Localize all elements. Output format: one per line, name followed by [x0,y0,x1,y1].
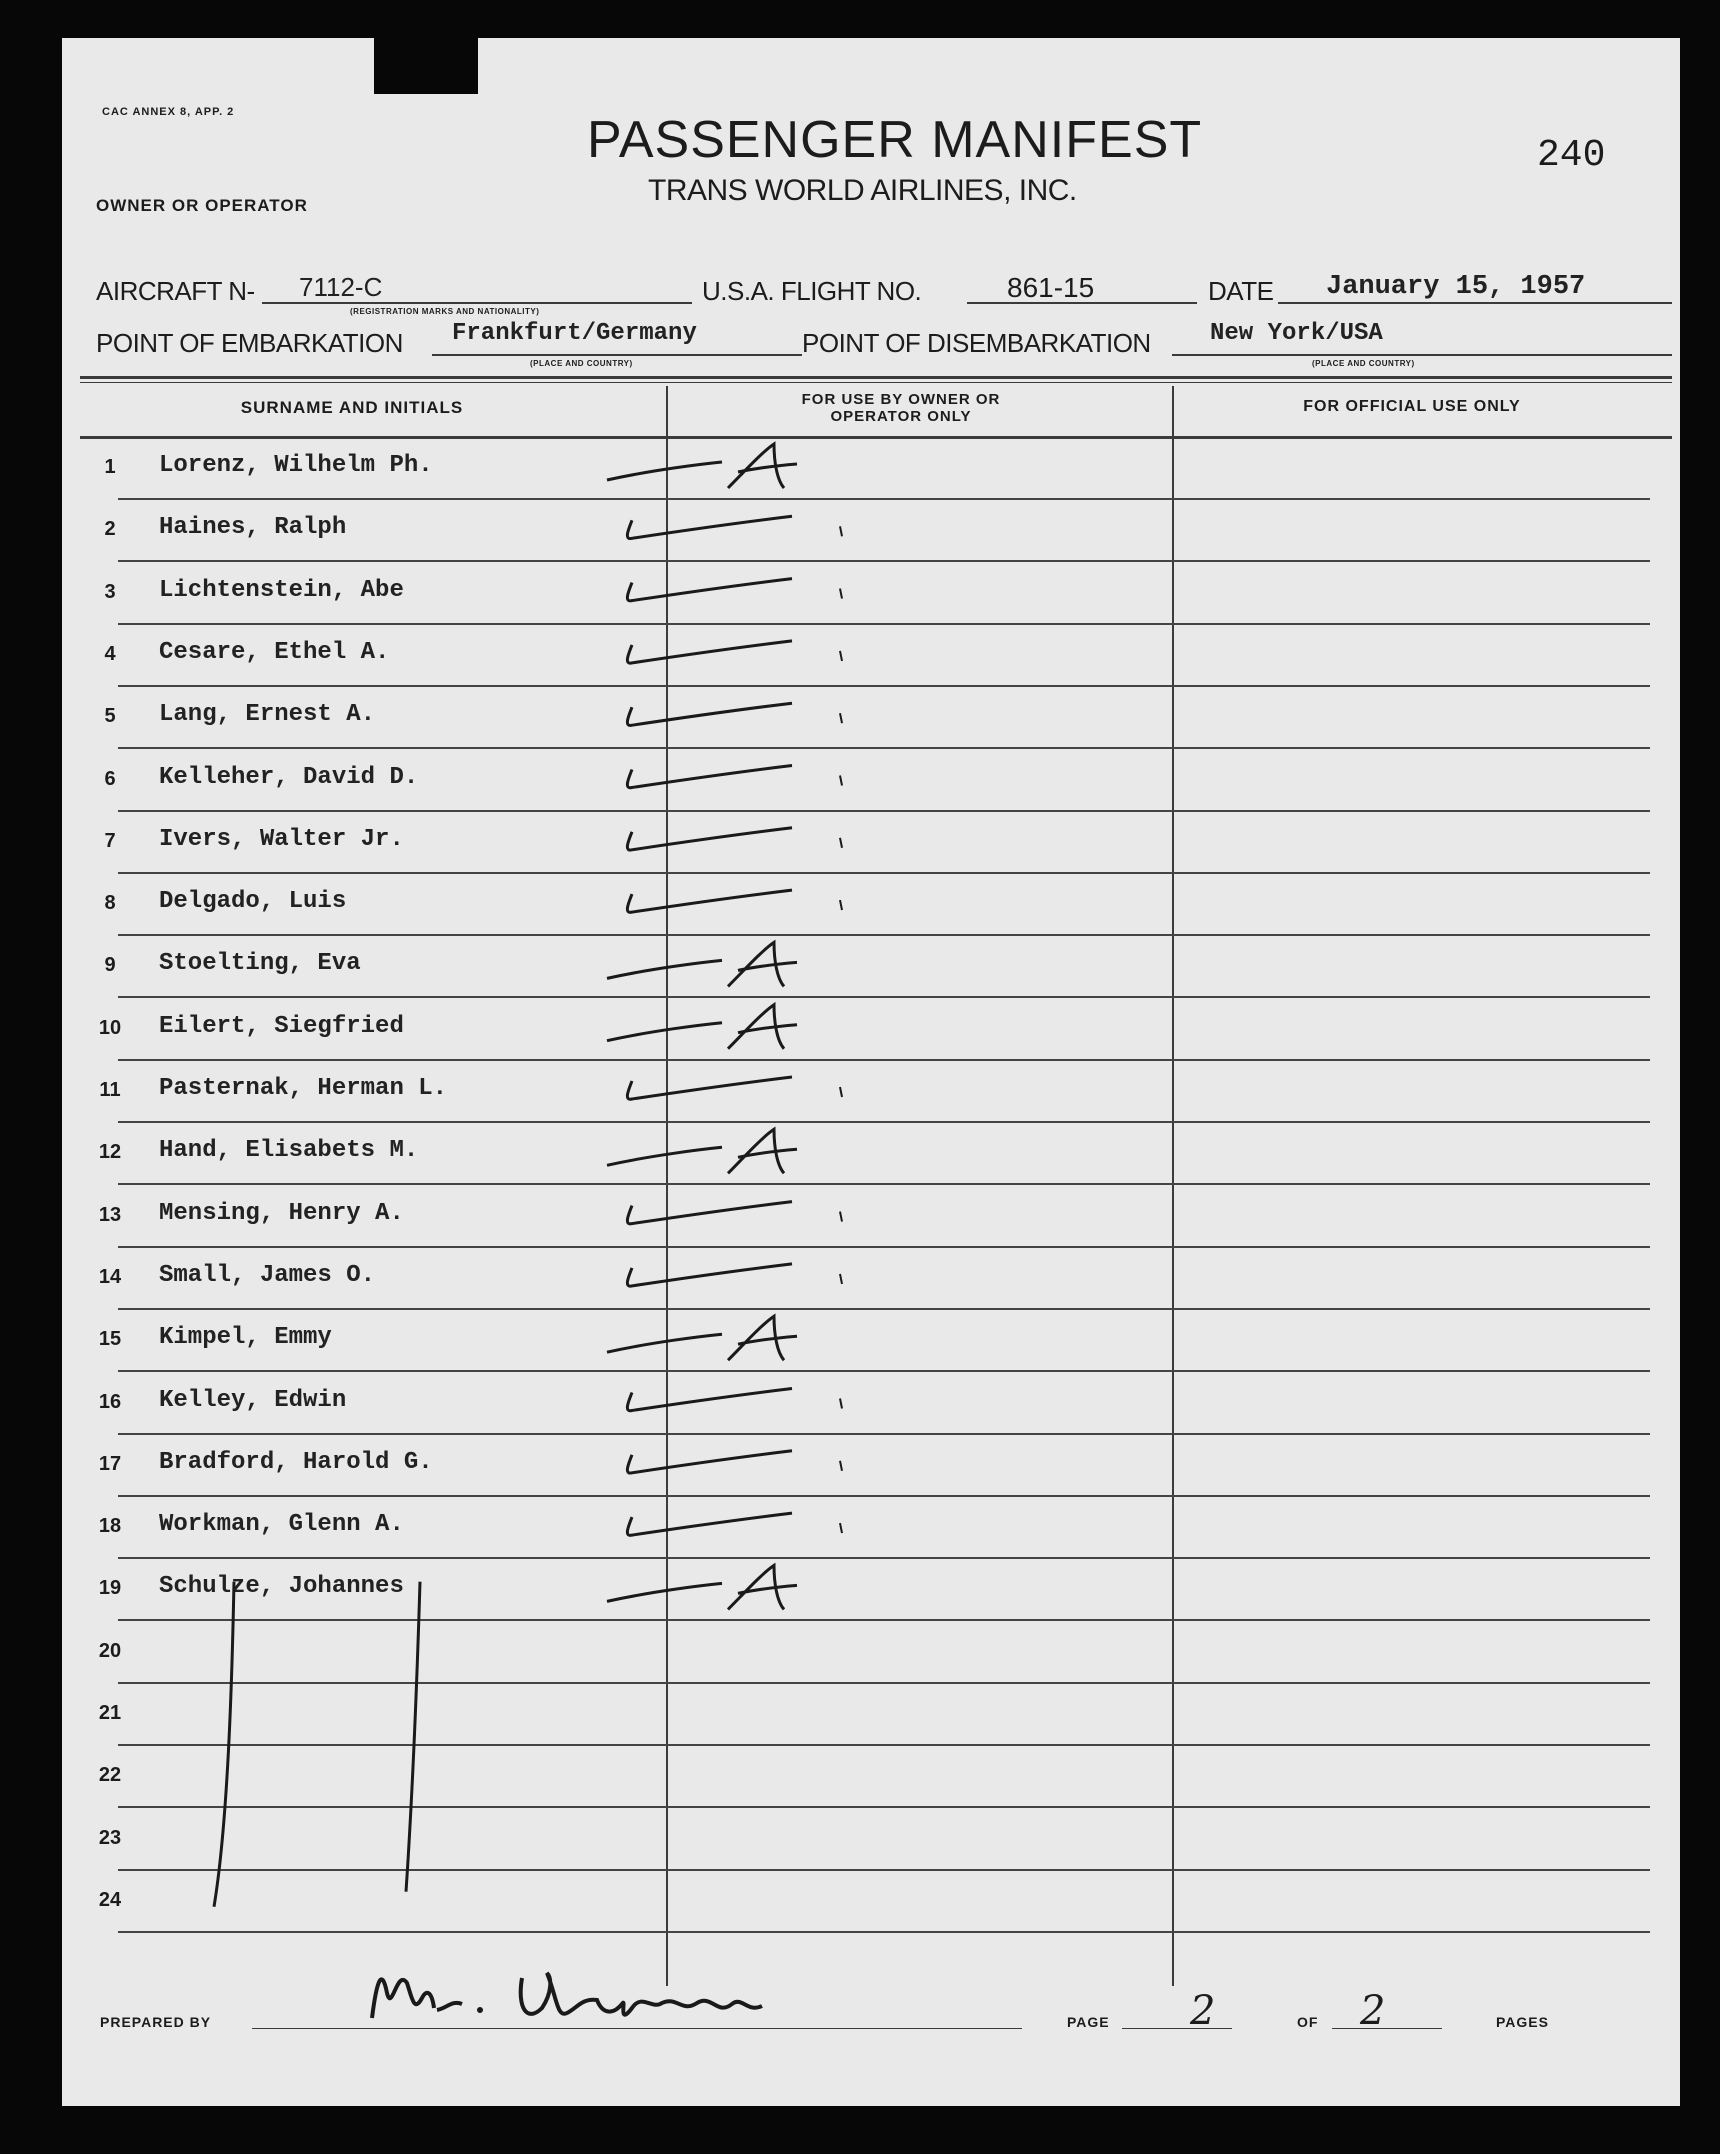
passenger-name: Delgado, Luis [159,888,347,916]
aircraft-value: 7112-C [299,272,383,302]
letter-a-mark-icon [607,1565,797,1609]
row-number: 1 [104,456,116,478]
tick-mark-icon [840,651,842,661]
page-number-stamp: 240 [1537,134,1606,177]
col-header-official: FOR OFFICIAL USE ONLY [1303,398,1521,415]
prepared-label: PREPARED BY [100,2014,212,2030]
row-number: 16 [98,1390,122,1413]
passenger-name: Stoelting, Eva [159,950,361,978]
passenger-name: Lorenz, Wilhelm Ph. [159,452,433,479]
row-number: 15 [98,1328,122,1351]
row-number: 12 [98,1141,122,1164]
tick-mark-icon [840,1274,842,1284]
check-mark-icon [627,1077,792,1099]
passenger-name: Pasternak, Herman L. [159,1075,448,1102]
page-value: 2 [1190,1988,1216,2034]
row-number: 8 [104,892,116,915]
row-number: 13 [98,1203,122,1226]
page-title: PASSENGER MANIFEST [587,111,1203,169]
registration-note: (REGISTRATION MARKS AND NATIONALITY) [350,307,540,316]
strike-line-icon [214,1582,234,1907]
flight-label: U.S.A. FLIGHT NO. [702,276,922,306]
passenger-name: Haines, Ralph [159,514,347,542]
col-header-surname: SURNAME AND INITIALS [240,398,464,417]
handwritten-signature [352,1938,952,2038]
letter-a-mark-icon [607,1005,797,1049]
passenger-name: Ivers, Walter Jr. [159,825,404,853]
disembark-place-note: (PLACE AND COUNTRY) [1312,359,1415,368]
tick-mark-icon [840,776,842,786]
tick-mark-icon [840,1212,842,1222]
check-mark-icon [627,1389,792,1411]
passenger-name: Hand, Elisabets M. [159,1137,419,1165]
tick-mark-icon [840,1087,842,1097]
form-code: CAC ANNEX 8, APP. 2 [102,106,235,118]
passenger-name: Workman, Glenn A. [159,1511,404,1539]
tick-mark-icon [840,1523,842,1533]
row-number: 9 [104,954,116,977]
check-mark-icon [627,516,792,538]
row-number: 11 [99,1079,121,1101]
letter-a-mark-icon [607,1316,797,1360]
row-number: 4 [104,642,116,665]
tick-mark-icon [840,838,842,848]
handwritten-marks [62,38,1680,2106]
check-mark-icon [627,641,792,663]
passenger-name: Mensing, Henry A. [159,1199,404,1227]
embark-label: POINT OF EMBARKATION [96,328,403,358]
check-mark-icon [627,703,792,725]
check-mark-icon [627,828,792,850]
row-number: 10 [98,1016,122,1039]
aircraft-label: AIRCRAFT N- [96,276,255,306]
passenger-name: Small, James O. [159,1261,376,1289]
passenger-name: Cesare, Ethel A. [159,638,390,666]
passenger-name: Kelleher, David D. [159,763,419,791]
row-number: 17 [98,1452,122,1475]
passenger-name: Kelley, Edwin [159,1386,347,1414]
check-mark-icon [627,1202,792,1224]
passenger-name: Bradford, Harold G. [159,1448,433,1476]
tick-mark-icon [840,589,842,599]
strike-line-icon [406,1582,420,1892]
date-value: January 15, 1957 [1326,272,1586,302]
check-mark-icon [627,766,792,788]
col-header-owner: FOR USE BY OWNER OR OPERATOR ONLY [801,391,1001,425]
page-label: PAGE [1067,2014,1110,2030]
letter-a-mark-icon [607,942,797,986]
row-number: 24 [98,1888,122,1911]
tick-mark-icon [840,1461,842,1471]
check-mark-icon [627,890,792,912]
of-value: 2 [1360,1988,1386,2034]
row-number: 18 [98,1515,122,1538]
embark-value: Frankfurt/Germany [452,320,697,347]
row-number: 23 [98,1826,122,1849]
passenger-name: Schulze, Johannes [159,1573,404,1601]
row-number: 14 [98,1265,122,1288]
check-mark-icon [627,1451,792,1473]
tick-mark-icon [840,900,842,910]
passenger-name: Kimpel, Emmy [159,1324,332,1352]
row-number: 21 [98,1702,122,1724]
embark-place-note: (PLACE AND COUNTRY) [530,359,633,368]
date-label: DATE [1208,276,1274,306]
passenger-name: Eilert, Siegfried [159,1012,404,1040]
passenger-name: Lang, Ernest A. [159,701,376,729]
tick-mark-icon [840,526,842,536]
check-mark-icon [627,1264,792,1286]
flight-value: 861-15 [1007,272,1095,303]
row-number: 7 [104,829,116,852]
disembark-value: New York/USA [1210,320,1383,347]
row-number: 6 [104,767,116,790]
row-number: 5 [104,705,116,728]
airline-name: TRANS WORLD AIRLINES, INC. [648,174,1077,207]
letter-a-mark-icon [607,444,797,488]
check-mark-icon [627,1513,792,1535]
pages-label: PAGES [1496,2014,1549,2030]
check-mark-icon [627,579,792,601]
owner-label: OWNER OR OPERATOR [96,196,308,215]
of-label: OF [1297,2014,1319,2030]
manifest-sheet [62,38,1680,2106]
row-number: 20 [98,1639,122,1662]
letter-a-mark-icon [607,1129,797,1173]
tick-mark-icon [840,1399,842,1409]
row-number: 22 [98,1764,122,1787]
passenger-name: Lichtenstein, Abe [159,576,404,604]
row-number: 2 [104,518,116,541]
disembark-label: POINT OF DISEMBARKATION [802,328,1151,358]
tick-mark-icon [840,713,842,723]
row-number: 3 [104,580,116,603]
row-number: 19 [98,1577,122,1600]
